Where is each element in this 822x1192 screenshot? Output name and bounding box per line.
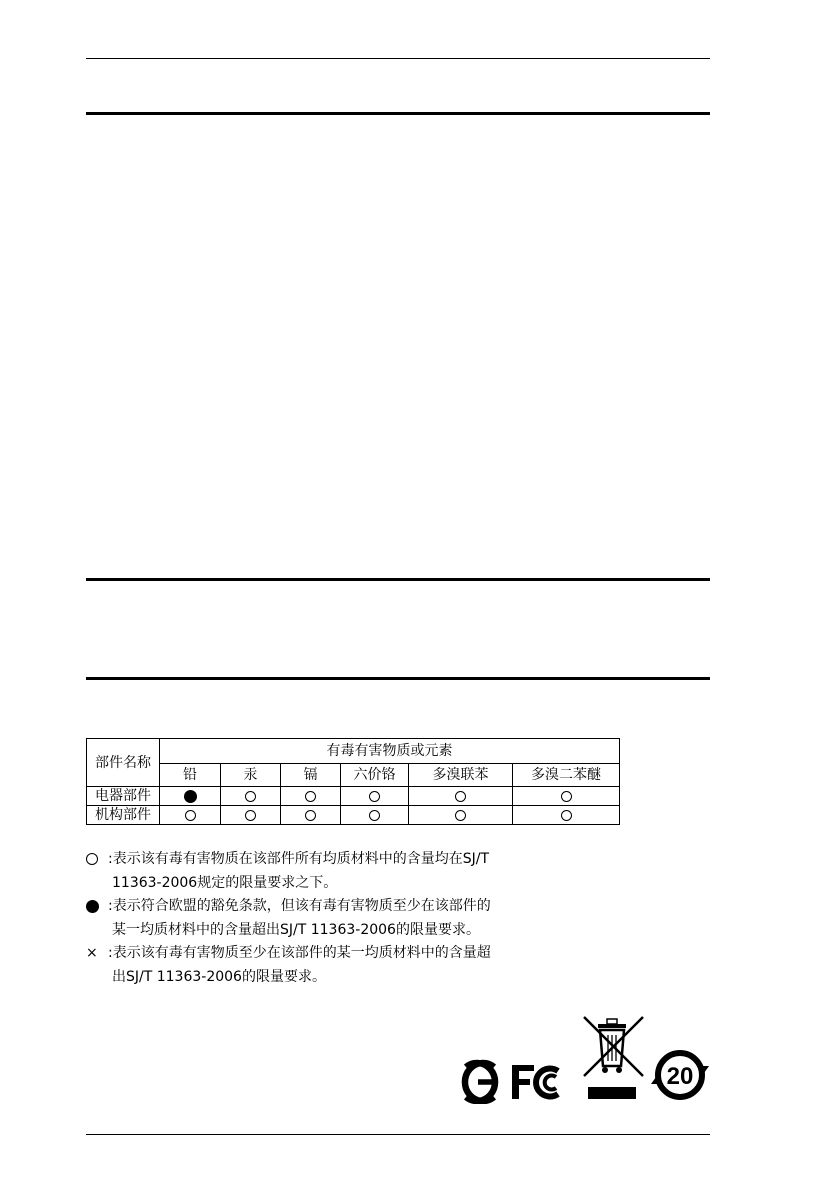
legend-note xyxy=(86,848,546,895)
mark-cell xyxy=(341,806,409,825)
mark-cell xyxy=(281,806,341,825)
mark-cell xyxy=(221,787,281,806)
ce-mark-icon xyxy=(465,1063,495,1101)
note-text: 某一均质材料中的含量超出SJ/T 11363-2006的限量要求。 xyxy=(112,921,480,938)
column-header: 多溴二苯醚 xyxy=(513,764,620,787)
note-text: 出SJ/T 11363-2006的限量要求。 xyxy=(112,968,326,985)
note-text: 11363-2006规定的限量要求之下。 xyxy=(112,874,338,891)
legend-note xyxy=(86,895,546,942)
note-colon: : xyxy=(108,898,113,914)
filled-circle-icon xyxy=(184,790,197,803)
note-text: 表示该有毒有害物质至少在该部件的某一均质材料中的含量超 xyxy=(112,945,491,961)
mark-cell xyxy=(513,806,620,825)
mark-cell xyxy=(160,787,221,806)
column-header: 汞 xyxy=(221,764,281,787)
circle-icon xyxy=(305,810,316,821)
row-label: 电器部件 xyxy=(87,787,160,806)
circle-icon xyxy=(455,791,466,802)
mark-cell xyxy=(409,806,513,825)
filled-circle-icon xyxy=(86,900,99,913)
cross-icon: × xyxy=(86,945,98,961)
weee-bin-icon xyxy=(584,1017,643,1099)
circle-icon xyxy=(245,810,256,821)
circle-icon xyxy=(561,810,572,821)
section-rule-3 xyxy=(86,677,710,680)
header-rule xyxy=(86,58,710,59)
column-header: 多溴联苯 xyxy=(409,764,513,787)
row-label: 机构部件 xyxy=(87,806,160,825)
circle-icon xyxy=(185,810,196,821)
circle-icon xyxy=(86,853,98,865)
circle-icon xyxy=(369,791,380,802)
mark-cell xyxy=(409,787,513,806)
table-row xyxy=(87,806,620,825)
mark-cell xyxy=(513,787,620,806)
mark-cell xyxy=(160,806,221,825)
circle-icon xyxy=(455,810,466,821)
circle-icon xyxy=(305,791,316,802)
table-row xyxy=(87,787,620,806)
section-rule-1 xyxy=(86,112,710,115)
circle-icon xyxy=(369,810,380,821)
footer-rule xyxy=(86,1134,710,1135)
legend-note xyxy=(86,942,546,989)
hazardous-substances-table xyxy=(86,738,620,825)
fcc-mark-icon xyxy=(512,1065,558,1099)
column-header: 镉 xyxy=(281,764,341,787)
mark-cell xyxy=(281,787,341,806)
compliance-logos xyxy=(442,1014,712,1104)
substances-header: 有毒有害物质或元素 xyxy=(160,739,620,764)
component-header: 部件名称 xyxy=(87,739,160,787)
section-rule-2 xyxy=(86,578,710,581)
mark-cell xyxy=(221,806,281,825)
note-colon: : xyxy=(108,851,113,867)
circle-icon xyxy=(561,791,572,802)
mark-cell xyxy=(341,787,409,806)
efup-20-icon xyxy=(651,1053,709,1097)
circle-icon xyxy=(245,791,256,802)
note-text: 表示符合欧盟的豁免条款，但该有毒有害物质至少在该部件的 xyxy=(112,898,491,914)
column-header: 六价铬 xyxy=(341,764,409,787)
legend-notes xyxy=(86,848,546,989)
column-header: 铅 xyxy=(160,764,221,787)
note-text: 表示该有毒有害物质在该部件所有均质材料中的含量均在SJ/T xyxy=(112,851,490,867)
note-colon: : xyxy=(108,945,113,961)
efup-number: 20 xyxy=(666,1063,694,1090)
